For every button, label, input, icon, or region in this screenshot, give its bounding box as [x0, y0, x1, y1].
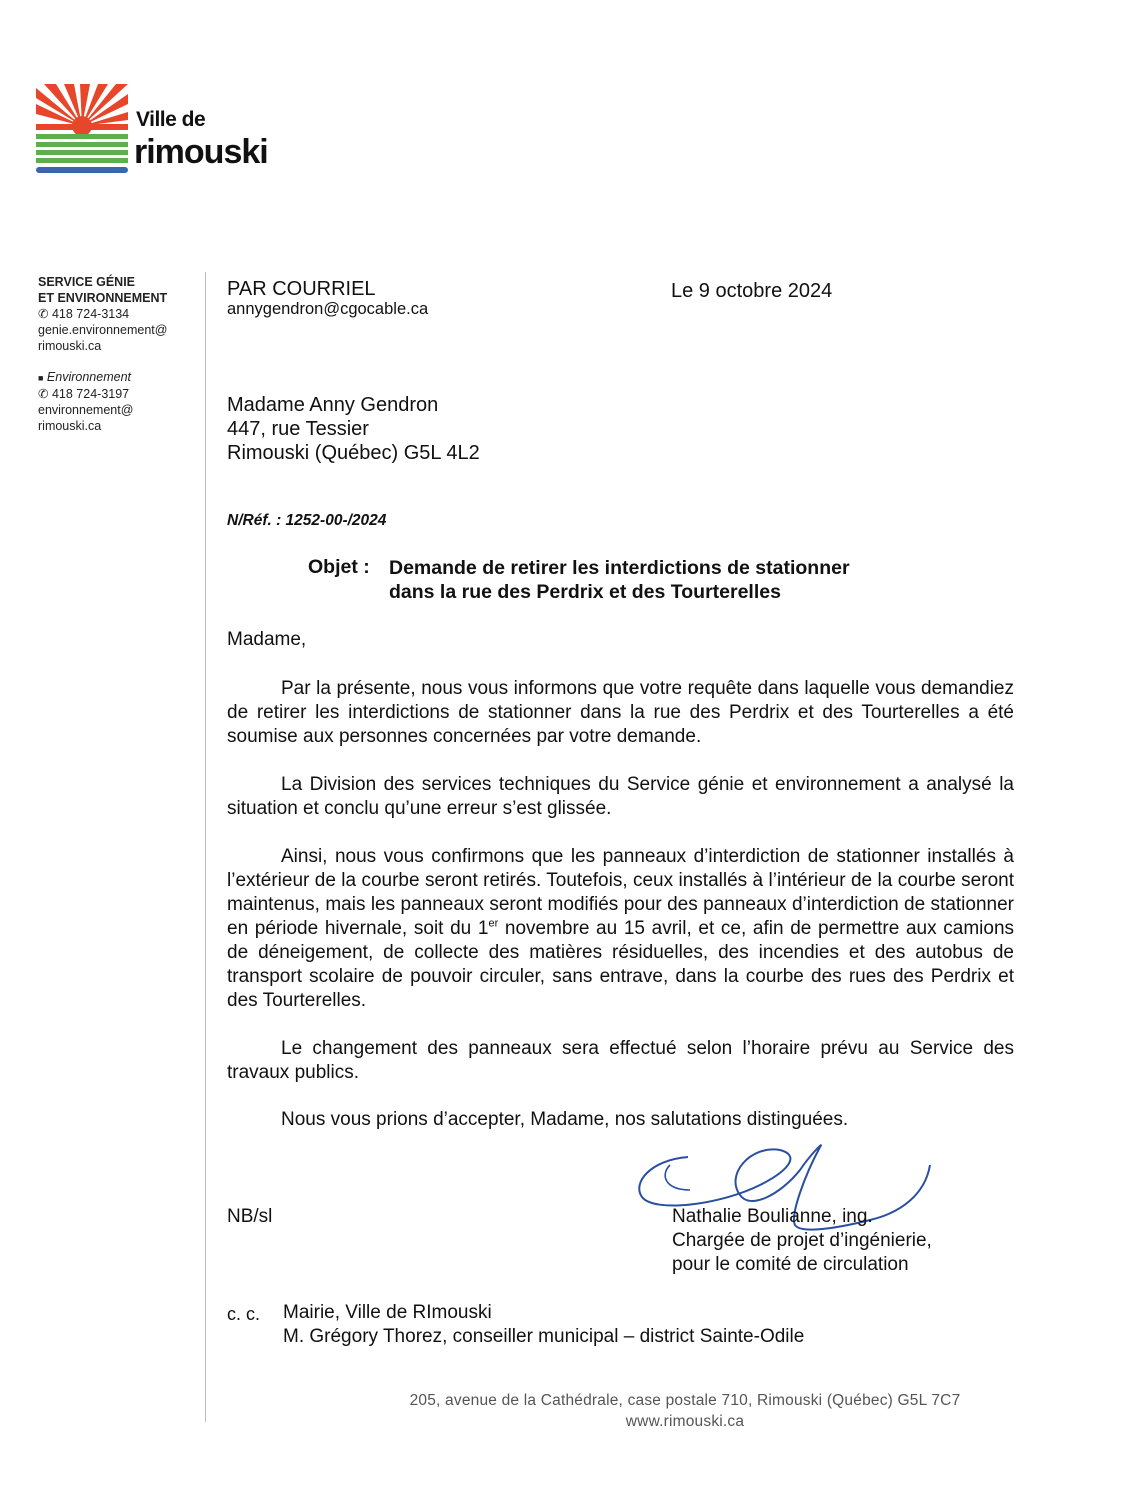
typist-initials: NB/sl	[227, 1206, 273, 1227]
recipient-city: Rimouski (Québec) G5L 4L2	[227, 442, 480, 464]
delivery-method: PAR COURRIEL	[227, 278, 376, 300]
cc-label: c. c.	[227, 1304, 261, 1324]
recipient-street: 447, rue Tessier	[227, 418, 369, 440]
sidebar-contact	[38, 274, 167, 434]
cc-line-1: Mairie, Ville de RImouski	[283, 1302, 492, 1323]
section-row	[38, 369, 167, 386]
footer	[330, 1390, 1040, 1432]
cc-line-2: M. Grégory Thorez, conseiller municipal – district Sainte-Odile	[283, 1326, 805, 1347]
paragraph-4: Le changement des panneaux sera effectué selon l’horaire prévu au Service des travaux publics.	[227, 1038, 1014, 1083]
subject-line-1: Demande de retirer les interdictions de stationner	[389, 557, 850, 579]
blue-stripe-icon	[36, 167, 128, 173]
paragraph-1: Par la présente, nous vous informons que votre requête dans laquelle vous demandiez de retirer les interdictions de stationner dans la rue des Perdrix et des Tourterelles a été soumise aux personnes concernées par votre demande.	[227, 678, 1014, 747]
department-name-line2: ET ENVIRONNEMENT	[38, 291, 168, 305]
signatory-name: Nathalie Boulianne, ing.	[672, 1206, 873, 1227]
reference-number: N/Réf. : 1252-00-/2024	[227, 512, 387, 529]
email-1-line2[interactable]: rimouski.ca	[38, 339, 102, 353]
department-name-line1: SERVICE GÉNIE	[38, 275, 136, 289]
phone-row-2	[38, 386, 167, 402]
phone-row-1	[38, 306, 167, 322]
subject-text	[389, 556, 850, 604]
closing-line: Nous vous prions d’accepter, Madame, nos salutations distinguées.	[281, 1109, 849, 1130]
recipient-email[interactable]: annygendron@cgocable.ca	[227, 300, 429, 318]
bullet-icon: ■	[38, 373, 44, 383]
paragraph-3	[227, 845, 1014, 1013]
email-2-line1[interactable]: environnement@	[38, 403, 134, 417]
footer-address: 205, avenue de la Cathédrale, case postale 710, Rimouski (Québec) G5L 7C7	[409, 1392, 961, 1409]
email-1-line1[interactable]: genie.environnement@	[38, 323, 168, 337]
paragraph-3-part-b: novembre au 15 avril, et ce, afin de permettre aux camions de déneigement, de collecte des matières résiduelles, des incendies et des autobus de transport scolaire de pouvoir circuler, sans entrave, dans la courbe des rues des Perdrix et des Tourterelles.	[227, 918, 1015, 1011]
letter-date: Le 9 octobre 2024	[671, 280, 833, 302]
recipient-address	[227, 393, 480, 465]
subject-label: Objet :	[308, 556, 370, 578]
signatory-title: Chargée de projet d’ingénierie,	[672, 1230, 932, 1251]
phone-number-2: 418 724-3197	[51, 387, 130, 401]
phone-icon: ✆	[38, 387, 49, 401]
paragraph-2: La Division des services techniques du Service génie et environnement a analysé la situation et conclu qu’une erreur s’est glissée.	[227, 774, 1014, 819]
paragraph-3-superscript: er	[488, 917, 499, 930]
green-stripes-icon	[36, 134, 128, 163]
salutation: Madame,	[227, 629, 307, 650]
logo-text-rimouski: rimouski	[134, 133, 268, 171]
phone-icon: ✆	[38, 307, 49, 321]
footer-website[interactable]: www.rimouski.ca	[625, 1413, 745, 1430]
subject-line-2: dans la rue des Perdrix et des Tourterelles	[389, 581, 781, 603]
phone-number-1: 418 724-3134	[51, 307, 130, 321]
sidebar-divider	[205, 272, 206, 1422]
section-name: Environnement	[46, 370, 131, 384]
signatory-block	[672, 1205, 932, 1277]
logo-text-ville-de: Ville de	[136, 108, 206, 131]
recipient-name: Madame Anny Gendron	[227, 394, 439, 416]
sun-rays-icon	[36, 84, 128, 136]
email-2-line2[interactable]: rimouski.ca	[38, 419, 102, 433]
paragraph-3-part-a: Ainsi, nous vous confirmons que les panneaux d’interdiction de stationner installés à l’extérieur de la courbe seront retirés. Toutefois, ceux installés à l’intérieur de la courbe seront maintenus, mais les panneaux seront modifiés pour des panneaux d’interdiction de stationner en période hivernale, soit du 1	[227, 846, 1014, 939]
signatory-role: pour le comité de circulation	[672, 1254, 909, 1275]
cc-list	[283, 1301, 804, 1349]
